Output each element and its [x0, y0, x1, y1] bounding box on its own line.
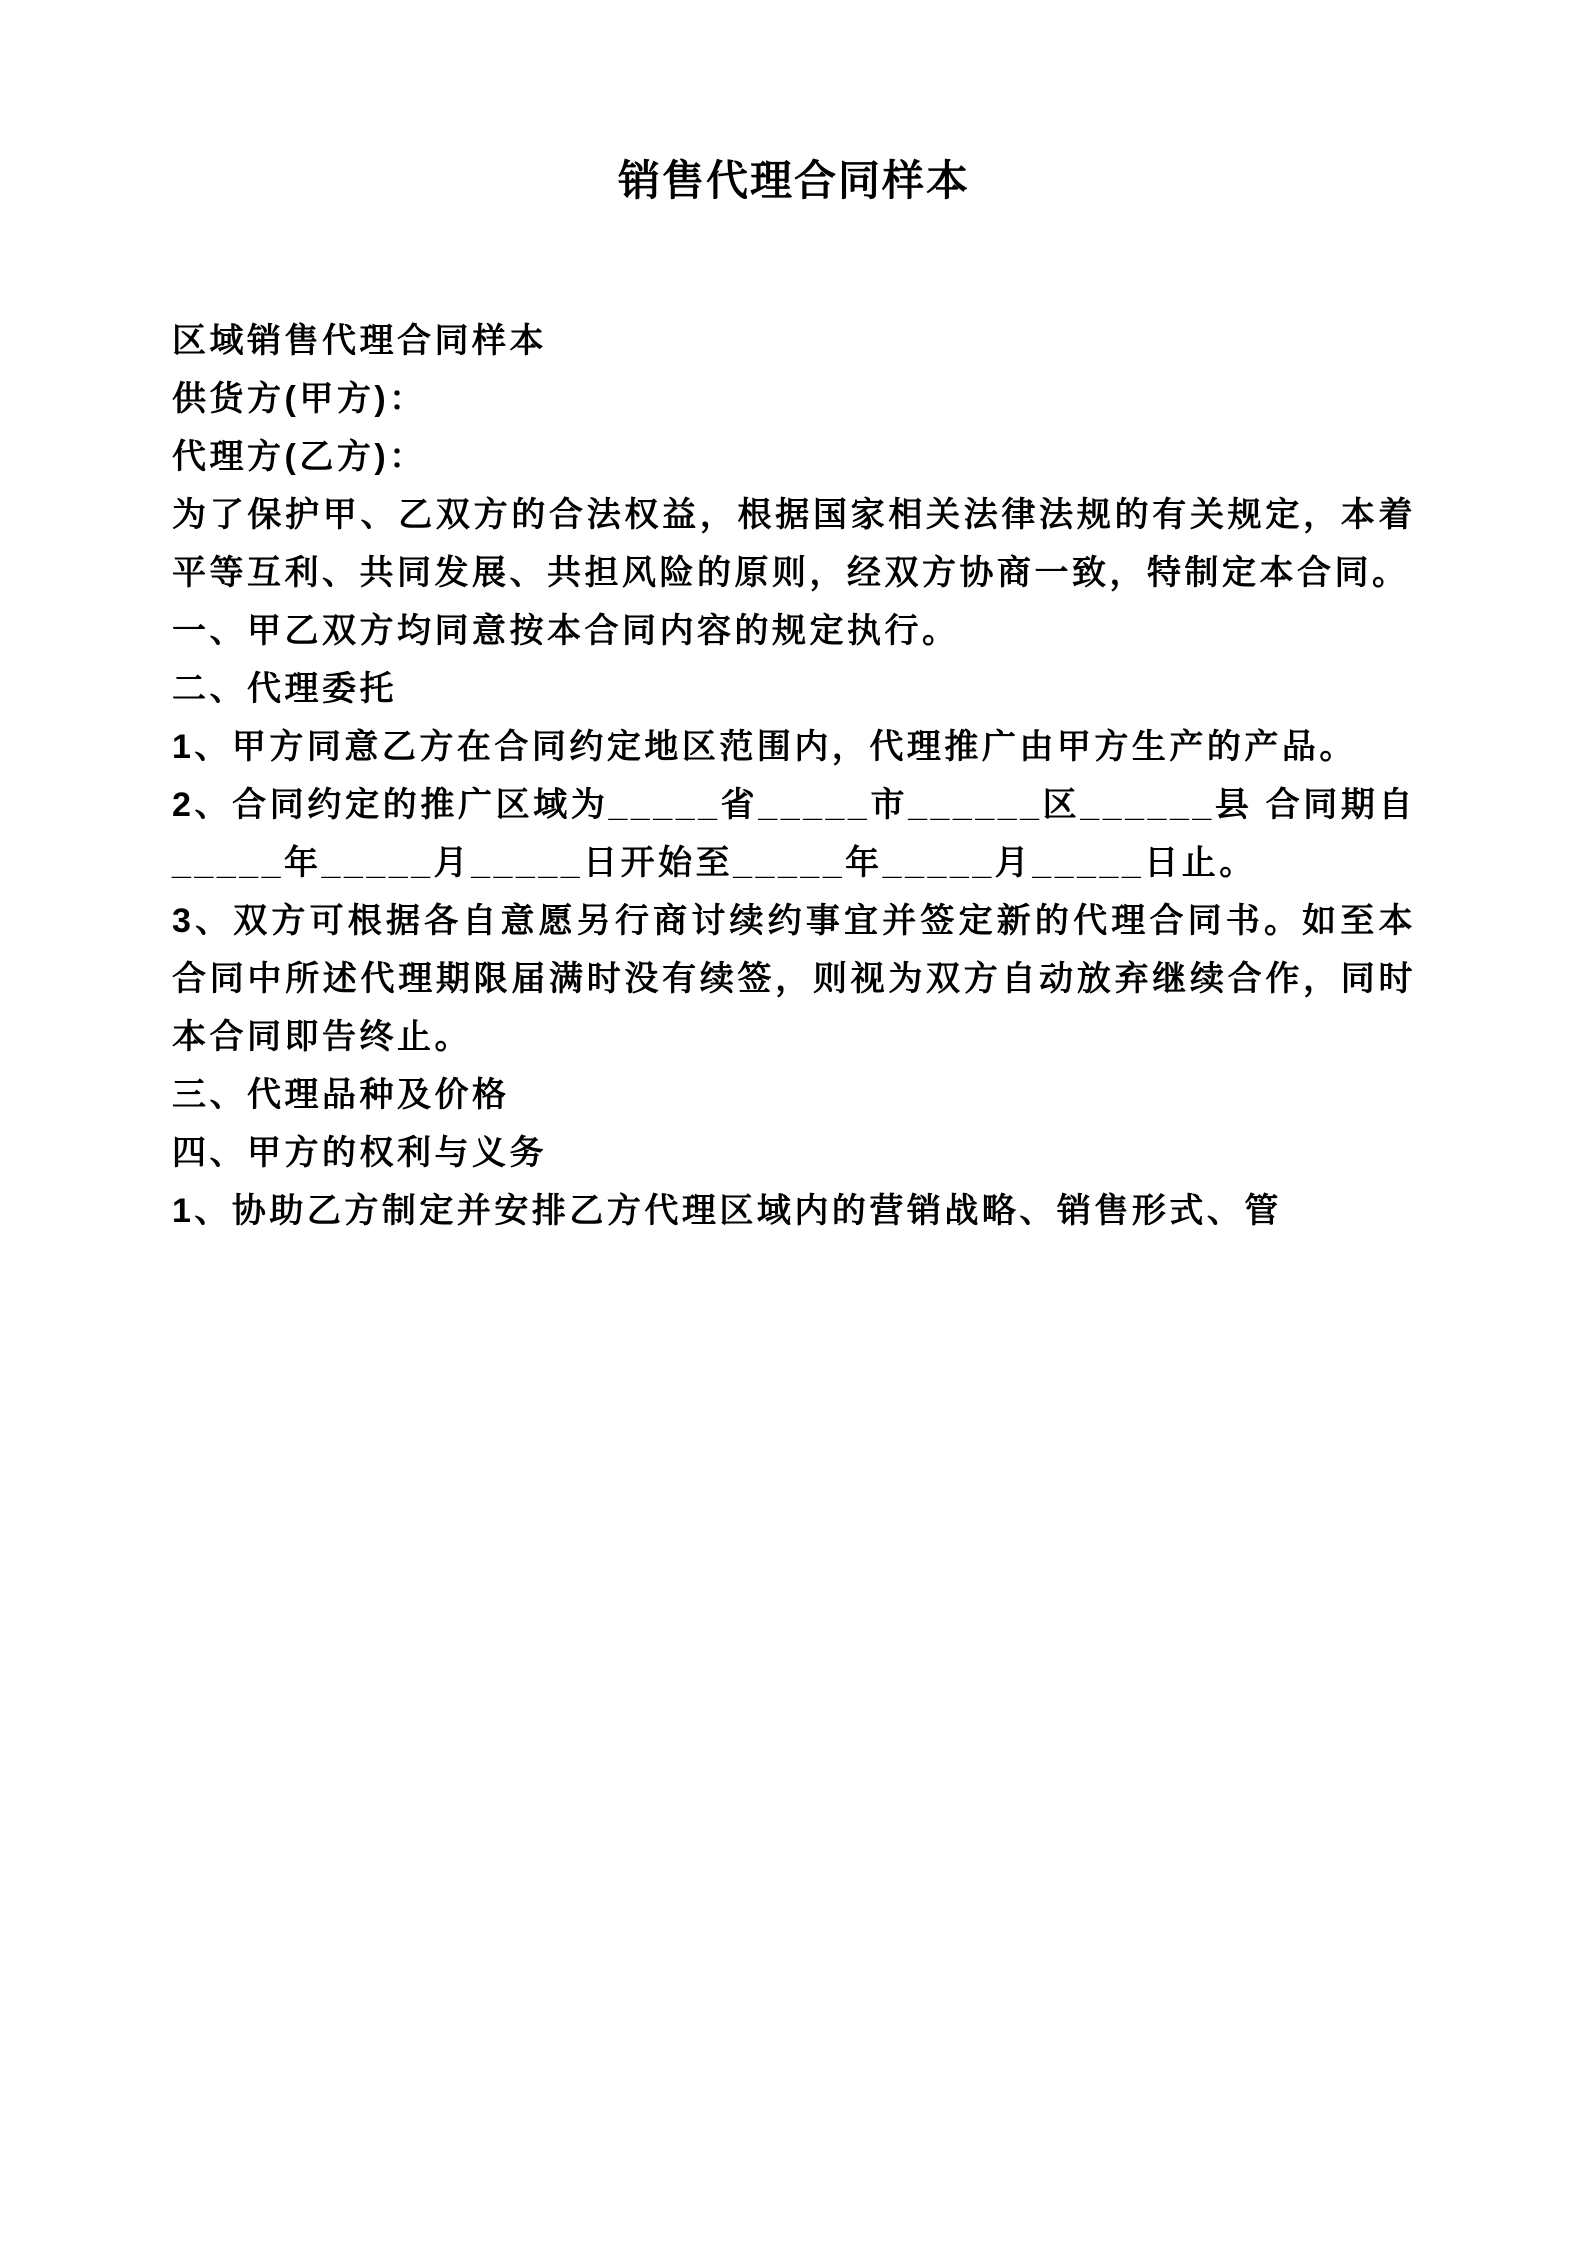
paragraph-clause-2-item-3: 3、双方可根据各自意愿另行商讨续约事宜并签定新的代理合同书。如至本合同中所述代理期限届满时没有续签，则视为双方自动放弃继续合作，同时本合同即告终止。	[172, 902, 1416, 1056]
paragraph-preamble: 为了保护甲、乙双方的合法权益，根据国家相关法律法规的有关规定，本着平等互利、共同发展、共担风险的原则，经双方协商一致，特制定本合同。	[172, 496, 1416, 592]
paragraph-agent-party: 代理方(乙方)：	[172, 438, 427, 476]
paragraph-clause-4-item-1: 1、协助乙方制定并安排乙方代理区域内的营销战略、销售形式、管	[172, 1192, 1282, 1230]
document-title: 销售代理合同样本	[617, 157, 970, 204]
paragraph-clause-2-item-2: 2、合同约定的推广区域为_____省_____市______区______县 合同期自_____年_____月_____日开始至_____年_____月_____日止。	[172, 786, 1416, 882]
paragraph-clause-4-heading: 四、甲方的权利与义务	[172, 1134, 547, 1172]
paragraph-clause-3-heading: 三、代理品种及价格	[172, 1076, 510, 1114]
paragraph-supplier-party: 供货方(甲方)：	[172, 380, 427, 418]
paragraph-clause-2-heading: 二、代理委托	[172, 670, 397, 708]
paragraph-clause-1: 一、甲乙双方均同意按本合同内容的规定执行。	[172, 612, 960, 650]
document-body	[172, 312, 1416, 1240]
paragraph-subtitle: 区域销售代理合同样本	[172, 322, 547, 360]
paragraph-clause-2-item-1: 1、甲方同意乙方在合同约定地区范围内，代理推广由甲方生产的产品。	[172, 728, 1357, 766]
